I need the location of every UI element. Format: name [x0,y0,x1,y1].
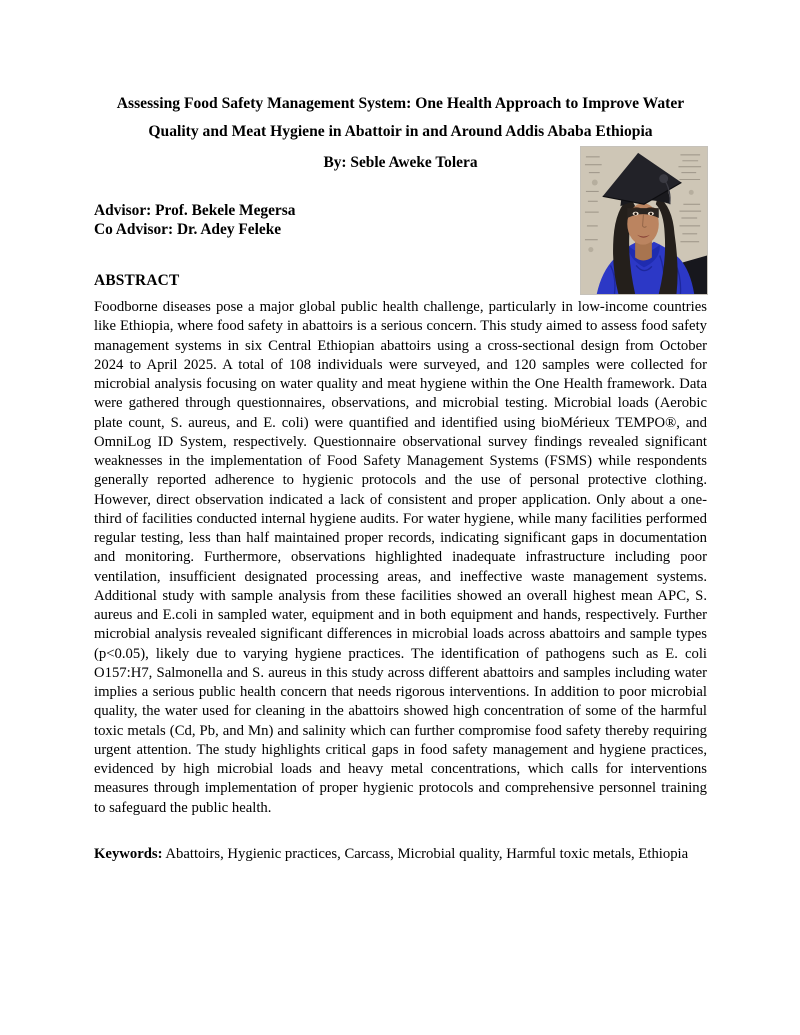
keywords-paragraph [94,845,707,864]
graduate-photo [580,146,708,295]
keywords-label: Keywords: [94,846,163,862]
advisor-line: Advisor: Prof. Bekele Megersa [94,202,296,219]
co-advisor-line: Co Advisor: Dr. Adey Feleke [94,221,282,238]
abstract-paragraph: Foodborne diseases pose a major global public health challenge, particularly in low-income countries like Ethiopia, where food safety in abattoirs is a serious concern. This study aimed to assess food safety management systems in six Central Ethiopian abattoirs using a cross-sectional design from October 2024 to April 2025. A total of 108 individuals were surveyed, and 120 samples were collected for microbial analysis focusing on water quality and meat hygiene within the One Health framework. Data were gathered through questionnaires, observations, and microbial testing. Microbial loads (Aerobic plate count, S. aureus, and E. coli) were quantified and identified using bioMérieux TEMPO®, and OmniLog ID System, respectively. Questionnaire observational survey findings revealed significant weaknesses in the implementation of Food Safety Management Systems (FSMS) while respondents generally reported adherence to hygienic protocols and the use of personal protective clothing. However, direct observation indicated a lack of consistent and proper application. Only about a one-third of facilities conducted internal hygiene audits. For water hygiene, while many facilities performed regular testing, less than half maintained proper records, indicating significant gaps in documentation and monitoring. Furthermore, observations highlighted inadequate infrastructure including poor ventilation, insufficient designated processing areas, and ineffective waste management systems. Additional study with sample analysis from these facilities showed an overall highest mean APC, S. aureus and E.coli in sampled water, equipment and in both equipment and hands, respectively. Further microbial analysis revealed significant differences in microbial loads across abattoirs and sample types (p<0.05), likely due to varying hygiene practices. The identification of pathogens such as E. coli O157:H7, Salmonella and S. aureus in this study across different abattoirs and samples including water implies a serious public health concern that needs rigorous interventions. In addition to poor microbial quality, the water used for cleaning in the abattoirs showed high concentration of some of the harmful toxic metals (Cd, Pb, and Mn) and salinity which can further compromise food safety thereby requiring urgent attention. The study highlights critical gaps in food safety management and hygiene practices, evidenced by high microbial loads and heavy metal concentrations, which calls for interventions measures through implementation of proper hygienic protocols and comprehensive personnel training to safeguard the public health. [94,299,707,816]
author-byline: By: Seble Aweke Tolera [323,154,478,171]
abstract-heading: ABSTRACT [94,272,180,289]
keywords-text: Abattoirs, Hygienic practices, Carcass, Microbial quality, Harmful toxic metals, Ethiopia [162,846,689,862]
graduate-photo-illustration [581,147,707,294]
page-title: Assessing Food Safety Management System: One Health Approach to Improve Water Quality and Meat Hygiene in Abattoir in and Around Addis Ababa Ethiopia [116,95,685,140]
advisor-block [94,201,554,239]
